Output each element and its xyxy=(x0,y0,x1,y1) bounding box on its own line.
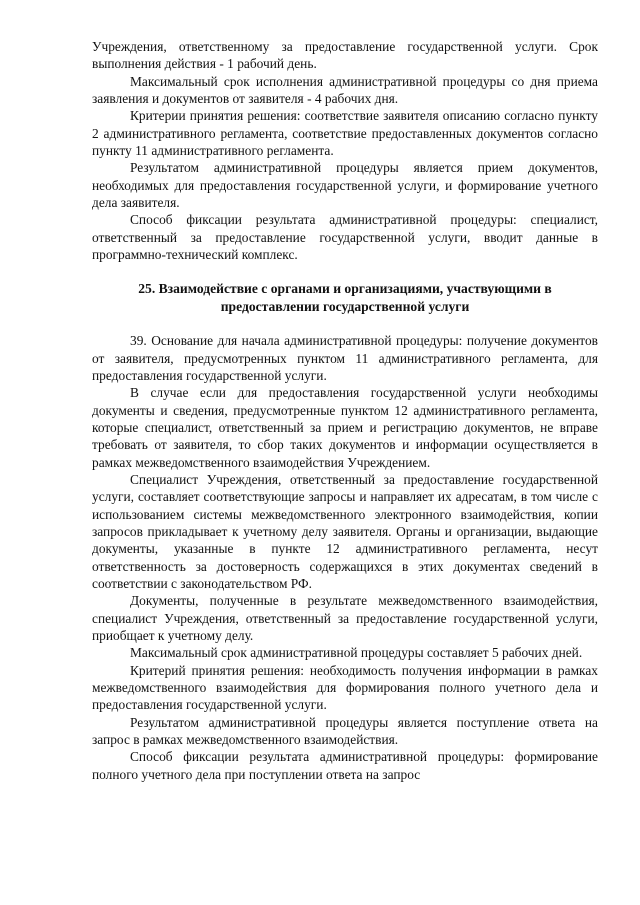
paragraph-39-basis: 39. Основание для начала административной процедуры: получение документов от заявителя, предусмотренных пунктом 11 административного регламента, для предоставления государственной услуги. xyxy=(92,333,598,383)
paragraph-continuation: Учреждения, ответственному за предоставление государственной услуги. Срок выполнения действия - 1 рабочий день. xyxy=(92,39,598,72)
document-page xyxy=(92,38,598,783)
paragraph-fixation-full-file: Способ фиксации результата административной процедуры: формирование полного учетного дела при поступлении ответа на запрос xyxy=(92,749,598,782)
paragraph-result: Результатом административной процедуры является прием документов, необходимых для предоставления государственной услуги, и формирование учетного дела заявителя. xyxy=(92,160,598,211)
paragraph-max-term: Максимальный срок исполнения административной процедуры со дня приема заявления и документов от заявителя - 4 рабочих дня. xyxy=(92,73,598,107)
paragraph-fixation-method: Способ фиксации результата административной процедуры: специалист, ответственный за предоставление государственной услуги, вводит данные в программно-технический комплекс. xyxy=(92,212,598,263)
paragraph-interagency-collection: В случае если для предоставления государственной услуги необходимы документы и сведения, предусмотренные пунктом 12 административного регламента, которые специалист, ответственный за прием и регистрацию документов, не вправе требовать от заявителя, то сбор таких документов и информации осуществляется в рамках межведомственного взаимодействия Учреждением. xyxy=(92,385,598,470)
paragraph-result-response: Результатом административной процедуры является поступление ответа на запрос в рамках межведомственного взаимодействия. xyxy=(92,714,598,748)
paragraph-decision-criterion: Критерий принятия решения: необходимость получения информации в рамках межведомственного взаимодействия для формирования полного учетного дела и предоставления государственной услуги. xyxy=(92,662,598,713)
paragraph-specialist-requests: Специалист Учреждения, ответственный за предоставление государственной услуги, составляет соответствующие запросы и направляет их адресатам, в том числе с использованием системы межведомственного электронного взаимодействия, копии запросов прикладывает к учетному делу заявителя. Органы и организации, выдающие документы, указанные в пункте 12 административного регламента, несут ответственность за достоверность содержащихся в этих документах сведений в соответствии с законодательством РФ. xyxy=(92,471,598,591)
paragraph-decision-criteria: Критерии принятия решения: соответствие заявителя описанию согласно пункту 2 административного регламента, соответствие предоставленных документов согласно пункту 11 административного регламента. xyxy=(92,108,598,159)
paragraph-max-term-5-days: Максимальный срок административной процедуры составляет 5 рабочих дней. xyxy=(130,645,583,661)
section-heading: 25. Взаимодействие с органами и организациями, участвующими в предоставлении государственной услуги xyxy=(138,281,552,314)
paragraph-received-documents: Документы, полученные в результате межведомственного взаимодействия, специалист Учреждения, ответственный за предоставление государственной услуги, приобщает к учетному делу. xyxy=(92,593,598,643)
